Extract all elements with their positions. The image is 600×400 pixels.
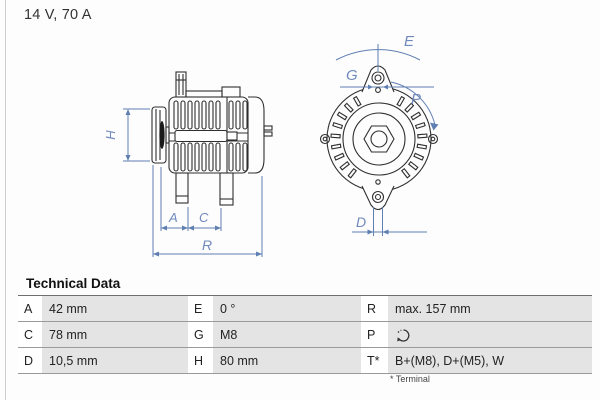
tech-value: M8 <box>213 322 361 348</box>
dim-label-g: G <box>346 67 358 84</box>
front-view-outline <box>321 66 438 210</box>
dim-label-d: D <box>356 214 367 230</box>
tech-key: A <box>18 296 42 322</box>
tech-value: 78 mm <box>42 322 188 348</box>
technical-data-table <box>18 296 592 374</box>
side-view-outline <box>152 72 272 205</box>
terminal-footnote: * Terminal <box>390 374 430 384</box>
tech-value: 80 mm <box>213 348 361 374</box>
tech-key: H <box>188 348 213 374</box>
technical-data-title: Technical Data <box>18 274 592 296</box>
dim-label-a: A <box>169 210 178 225</box>
tech-key: C <box>18 322 42 348</box>
tech-key: D <box>18 348 42 374</box>
fan-blades <box>331 97 427 178</box>
dim-label-e: E <box>404 33 415 50</box>
technical-data-section <box>18 274 592 384</box>
dim-label-c: C <box>199 210 209 225</box>
tech-value: 10,5 mm <box>42 348 188 374</box>
dim-label-r: R <box>202 237 213 253</box>
tech-key: G <box>188 322 213 348</box>
tech-value: 0 ° <box>213 296 361 322</box>
tech-key: R <box>361 296 388 322</box>
dim-label-h: H <box>103 130 118 140</box>
tech-value: B+(M8), D+(M5), W <box>388 348 592 374</box>
voltage-current-rating: 14 V, 70 A <box>24 7 92 23</box>
tech-value: 42 mm <box>42 296 188 322</box>
dim-label-p: P <box>411 91 422 108</box>
tech-key: E <box>188 296 213 322</box>
rotation-direction-icon <box>395 327 412 344</box>
rotation-direction-cell <box>388 322 592 348</box>
tech-key: P <box>361 322 388 348</box>
tech-value: max. 157 mm <box>388 296 592 322</box>
tech-key: T* <box>361 348 388 374</box>
